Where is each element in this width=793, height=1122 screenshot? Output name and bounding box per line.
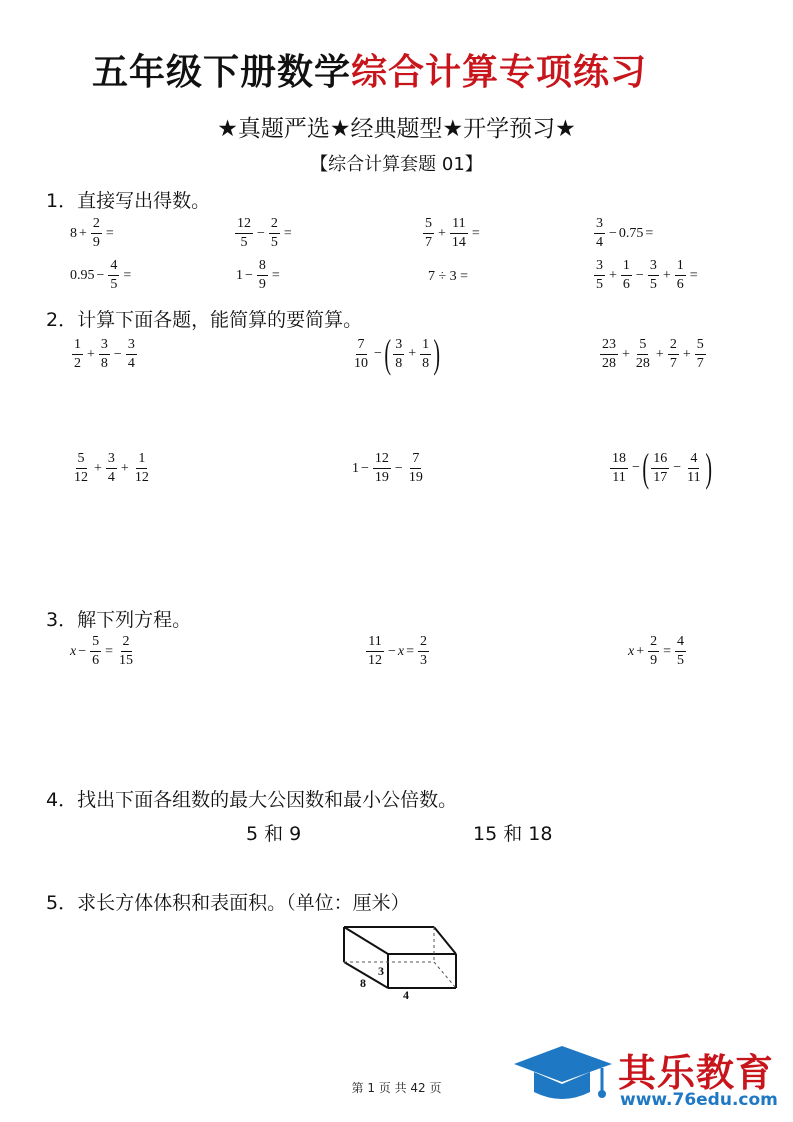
fraction: [373, 452, 391, 485]
fraction: [685, 452, 702, 485]
fraction: [695, 338, 706, 371]
operator: −: [632, 460, 640, 475]
q1-item-4: [592, 217, 655, 250]
numerator: 3: [126, 338, 137, 355]
denominator: 6: [92, 653, 100, 668]
numerator: 2: [269, 217, 280, 234]
fraction: [668, 338, 679, 371]
operator: +: [94, 460, 102, 476]
cap-tassel-end: [598, 1090, 606, 1098]
fraction: [648, 635, 659, 668]
fraction: [600, 338, 618, 371]
denominator: 4: [596, 235, 603, 250]
number: 0.75: [618, 225, 644, 241]
denominator: 5: [110, 277, 118, 292]
denominator: 12: [134, 470, 149, 485]
title-red-part: 综合计算专项练习: [351, 52, 648, 93]
denominator: 7: [696, 356, 704, 371]
hidden-edge: [434, 962, 456, 988]
fraction: [117, 635, 135, 668]
denominator: 10: [354, 355, 368, 371]
operator: −: [635, 267, 644, 283]
operator: +: [609, 267, 617, 283]
equals: =: [663, 643, 672, 659]
number: 1: [236, 267, 243, 283]
numerator: 11: [366, 635, 383, 652]
denominator: 19: [374, 470, 389, 485]
q1-item-1: [70, 217, 116, 250]
operator: −: [361, 460, 369, 476]
fraction: [675, 635, 686, 668]
operator: +: [636, 643, 645, 659]
fraction: [257, 259, 268, 292]
operator: +: [87, 346, 95, 362]
numerator: 16: [651, 452, 669, 469]
operator: +: [622, 346, 630, 362]
numerator: 2: [648, 635, 659, 652]
logo-url: www.76edu.com: [620, 1090, 778, 1110]
set-title: 【综合计算套题 01】: [310, 154, 483, 175]
fraction: [133, 452, 151, 485]
edge: [434, 927, 456, 954]
numerator: 4: [108, 259, 119, 276]
fraction: [418, 635, 429, 668]
fraction: [72, 452, 90, 485]
q1-item-6: [236, 259, 282, 292]
operator: +: [120, 460, 129, 476]
fraction: [126, 338, 137, 371]
operator: +: [655, 346, 664, 362]
fraction: [366, 635, 384, 668]
denominator: 5: [649, 277, 657, 292]
edge: [344, 927, 388, 954]
variable-x: x: [70, 643, 77, 659]
q3-equation-2: [364, 635, 431, 668]
cap-top: [514, 1046, 612, 1082]
operator: −: [245, 267, 253, 283]
operator: +: [682, 346, 691, 362]
numerator: 2: [668, 338, 679, 355]
equals: =: [123, 267, 132, 283]
denominator: 5: [270, 235, 278, 250]
left-paren: (: [384, 331, 391, 376]
dim-width-label: 4: [403, 988, 409, 1002]
numerator: 12: [235, 217, 253, 234]
equals: =: [283, 225, 292, 241]
numerator: 3: [594, 217, 605, 234]
number: 8: [70, 225, 77, 241]
q3-equation-1: [70, 635, 137, 668]
operator: −: [113, 346, 122, 362]
number: 0.95: [70, 267, 95, 283]
denominator: 4: [127, 356, 135, 371]
page-number: 第 1 页 共 42 页: [351, 1081, 442, 1095]
fraction: [235, 217, 253, 250]
numerator: 5: [637, 338, 648, 355]
operator: +: [662, 267, 671, 283]
denominator: 5: [240, 235, 248, 250]
question-3-heading: 3．解下列方程。: [46, 609, 192, 631]
page-subtitle: ★真题严选★经典题型★开学预习★: [217, 116, 576, 142]
question-2-heading: 2．计算下面各题，能简算的要简算。: [46, 309, 363, 331]
fraction: [393, 338, 404, 371]
numerator: 1: [420, 338, 431, 355]
q1-item-8: [592, 259, 700, 292]
q1-item-7: [428, 269, 468, 285]
equals: =: [471, 225, 480, 241]
fraction: [106, 452, 117, 485]
equals: =: [105, 225, 114, 241]
denominator: 8: [100, 356, 108, 371]
number-pair-1: 5 和 9: [246, 823, 302, 845]
q2-expression-4: [70, 452, 153, 485]
cuboid-figure: [336, 922, 464, 1004]
question-1-heading: 1．直接写出得数。: [46, 190, 211, 212]
fraction: [99, 338, 110, 371]
fraction: [108, 259, 119, 292]
numerator: 2: [418, 635, 429, 652]
left-paren: (: [642, 445, 649, 490]
right-paren: ): [433, 331, 441, 376]
q2-expression-5: [352, 452, 427, 485]
q1-item-2: [233, 217, 294, 250]
operator: −: [388, 643, 396, 659]
denominator: 11: [612, 469, 626, 485]
numerator: 3: [99, 338, 110, 355]
operator: −: [609, 225, 617, 241]
q2-expression-3: [598, 338, 708, 371]
denominator: 28: [602, 356, 616, 371]
dim-length-label: 8: [360, 976, 366, 990]
number: 1: [352, 460, 359, 476]
title-black-part: 五年级下册数学: [92, 52, 352, 93]
q1-item-3: [421, 217, 482, 250]
denominator: 8: [422, 355, 430, 371]
denominator: 28: [635, 356, 650, 371]
numerator: 5: [90, 635, 101, 652]
right-paren: ): [704, 445, 712, 490]
numerator: 2: [121, 635, 132, 652]
numerator: 1: [675, 259, 686, 276]
numerator: 3: [648, 259, 659, 276]
denominator: 19: [408, 470, 423, 485]
denominator: 6: [676, 277, 684, 292]
fraction: [352, 338, 370, 371]
denominator: 8: [395, 355, 403, 371]
denominator: 3: [420, 653, 428, 668]
question-5-heading: 5．求长方体体积和表面积。（单位：厘米）: [46, 892, 410, 914]
fraction: [269, 217, 280, 250]
denominator: 9: [92, 235, 100, 250]
denominator: 12: [74, 470, 88, 485]
number-pair-2: 15 和 18: [473, 823, 553, 845]
fraction: [594, 217, 605, 250]
operator: −: [673, 460, 682, 475]
operator: −: [394, 460, 403, 476]
denominator: 6: [622, 277, 630, 292]
fraction: [594, 259, 605, 292]
fraction: [621, 259, 632, 292]
denominator: 17: [653, 469, 668, 485]
numerator: 11: [450, 217, 467, 234]
operator: −: [374, 346, 382, 361]
numerator: 8: [257, 259, 268, 276]
numerator: 7: [356, 338, 367, 355]
q1-item-5: [70, 259, 133, 292]
denominator: 15: [119, 653, 134, 668]
numerator: 5: [695, 338, 706, 355]
numerator: 3: [594, 259, 605, 276]
logo-name: 其乐教育: [618, 1051, 775, 1095]
numerator: 3: [106, 452, 117, 469]
numerator: 1: [136, 452, 147, 469]
denominator: 4: [107, 470, 115, 485]
operator: −: [257, 225, 265, 241]
fraction: [91, 217, 102, 250]
q2-expression-2: [350, 331, 441, 376]
fraction: [423, 217, 434, 250]
fraction: [90, 635, 101, 668]
numerator: 7: [410, 452, 421, 469]
q2-expression-6: [608, 445, 712, 490]
q3-equation-3: [628, 635, 688, 668]
denominator: 9: [258, 277, 266, 292]
numerator: 12: [373, 452, 391, 469]
numerator: 18: [610, 452, 628, 469]
operator: −: [78, 643, 87, 659]
variable-x: x: [397, 643, 405, 659]
denominator: 12: [368, 653, 382, 668]
operator: +: [79, 225, 87, 241]
denominator: 11: [687, 469, 701, 485]
graduation-cap-icon: [510, 1042, 618, 1114]
fraction: [72, 338, 83, 371]
denominator: 2: [74, 356, 81, 371]
denominator: 5: [677, 653, 685, 668]
fraction: [675, 259, 686, 292]
question-4-heading: 4．找出下面各组数的最大公因数和最小公倍数。: [46, 789, 458, 811]
numerator: 4: [675, 635, 686, 652]
numerator: 1: [621, 259, 632, 276]
denominator: 7: [425, 235, 432, 250]
operator: +: [408, 346, 417, 361]
q2-expression-1: [70, 338, 139, 371]
operator: −: [96, 267, 105, 283]
fraction: [651, 452, 669, 485]
equals: =: [271, 267, 280, 283]
numerator: 1: [72, 338, 83, 355]
operator: +: [438, 225, 446, 241]
fraction: [648, 259, 659, 292]
fraction: [610, 452, 628, 485]
numerator: 3: [393, 338, 404, 355]
denominator: 14: [451, 235, 466, 250]
fraction: [407, 452, 425, 485]
dim-height-label: 3: [378, 964, 384, 978]
equals: =: [689, 267, 698, 283]
fraction: [420, 338, 431, 371]
fraction: [450, 217, 468, 250]
numerator: 5: [423, 217, 434, 234]
equals: =: [645, 225, 654, 241]
numerator: 2: [91, 217, 102, 234]
numerator: 23: [600, 338, 618, 355]
equals: =: [406, 643, 415, 659]
page-title: [92, 44, 647, 95]
variable-x: x: [628, 643, 635, 659]
denominator: 5: [596, 277, 603, 292]
numerator: 4: [688, 452, 699, 469]
fraction: [634, 338, 652, 371]
denominator: 9: [650, 653, 658, 668]
equals: =: [105, 643, 114, 659]
denominator: 7: [669, 356, 677, 371]
expression-text: 7 ÷ 3 =: [428, 269, 469, 284]
numerator: 5: [76, 452, 87, 469]
